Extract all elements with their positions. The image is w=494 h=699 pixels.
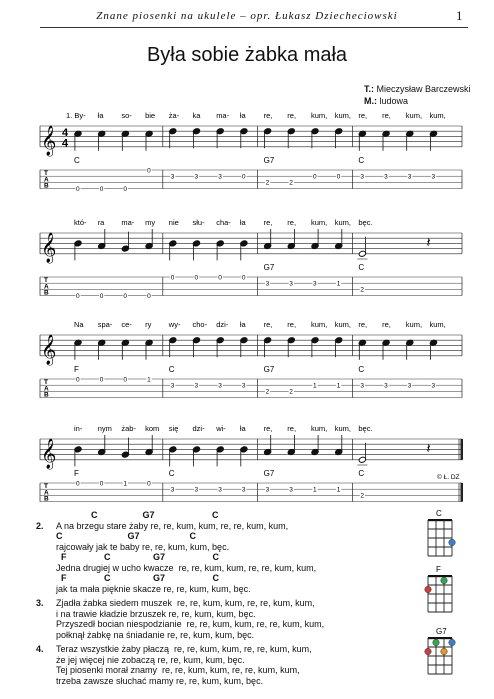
verse-number: 3. xyxy=(36,598,44,608)
copyright-mark: © Ł. DZ xyxy=(437,473,460,481)
lyric-syllable: dzi- xyxy=(216,320,229,329)
lyrics-credit-name: Mieczysław Barczewski xyxy=(376,84,471,94)
tab-fret-number: 1 xyxy=(313,486,317,494)
lyric-syllable: ła xyxy=(97,111,104,120)
header-text: Znane piosenki na ukulele – opr. Łukasz Dziecheciowski xyxy=(96,10,398,22)
tab-fret-number: 2 xyxy=(265,388,270,396)
lyric-syllable: Na xyxy=(74,320,84,329)
tab-fret-number: 1 xyxy=(336,382,341,390)
chord-diagram-finger-dot xyxy=(441,648,447,654)
tab-label: T xyxy=(44,379,48,386)
time-signature-bottom: 4 xyxy=(62,137,69,150)
treble-clef-icon: 𝄞 xyxy=(41,231,57,262)
chord-symbol: C xyxy=(168,364,175,374)
song-title: Była sobie żabka mała xyxy=(146,44,348,66)
tab-fret-number: 0 xyxy=(147,292,151,300)
lyric-syllable: bęc. xyxy=(358,424,373,433)
tab-fret-number: 3 xyxy=(194,486,199,494)
lyric-syllable: re, xyxy=(287,111,297,120)
verse-lyric-line: i na trawie kładzie brzuszek re, re, kum, kum, bęc. xyxy=(56,608,256,619)
treble-clef-icon: 𝄞 xyxy=(41,333,57,364)
lyric-syllable: dzi- xyxy=(192,424,205,433)
chord-symbol: C xyxy=(358,364,365,374)
chord-symbol: F xyxy=(74,364,79,374)
tab-label: A xyxy=(44,283,49,291)
tab-fret-number: 0 xyxy=(123,185,128,193)
lyric-syllable: re, xyxy=(263,424,273,433)
chord-diagram-nut xyxy=(428,575,452,577)
tab-fret-number: 3 xyxy=(289,280,293,288)
tab-fret-number: 3 xyxy=(170,173,175,181)
tab-fret-number: 3 xyxy=(431,173,436,181)
lyric-syllable: ła xyxy=(239,320,246,329)
tab-final-barline-thick xyxy=(461,483,464,502)
lyric-syllable: któ- xyxy=(74,218,87,227)
lyric-syllable: kum, xyxy=(311,218,328,227)
lyric-syllable: słu- xyxy=(192,218,205,227)
lyric-syllable: kum, xyxy=(405,111,423,120)
verse-chord-line: C G7 C xyxy=(56,510,219,520)
chord-diagram-finger-dot xyxy=(441,577,447,583)
lyric-syllable: kum, xyxy=(429,320,446,329)
lyric-syllable: re, xyxy=(358,320,368,329)
tab-fret-number: 2 xyxy=(289,179,293,187)
tab-fret-number: 0 xyxy=(99,480,104,488)
lyric-syllable: wy- xyxy=(168,320,181,329)
tab-fret-number: 0 xyxy=(99,376,104,384)
chord-diagram-name: C xyxy=(436,509,442,518)
tab-fret-number: 1 xyxy=(147,376,151,384)
time-signature-top: 4 xyxy=(62,127,69,139)
lyric-syllable: cha- xyxy=(216,218,231,227)
tab-fret-number: 0 xyxy=(241,173,246,181)
tab-fret-number: 3 xyxy=(241,486,246,494)
chord-symbol: G7 xyxy=(263,468,275,478)
tab-fret-number: 3 xyxy=(360,173,365,181)
lyric-syllable: re, xyxy=(263,320,273,329)
lyric-syllable: bęc. xyxy=(358,218,373,227)
chord-symbol: C xyxy=(358,468,365,478)
lyric-syllable: ża- xyxy=(168,111,180,120)
lyric-syllable: spa- xyxy=(97,320,113,329)
lyric-syllable: ła xyxy=(239,424,246,433)
lyric-syllable: re, xyxy=(358,111,368,120)
chord-symbol: G7 xyxy=(263,155,275,165)
lyric-syllable: żab- xyxy=(121,424,136,433)
verse-chord-line: F C G7 C xyxy=(56,573,220,583)
tab-fret-number: 0 xyxy=(194,274,199,282)
tab-fret-number: 0 xyxy=(76,292,80,300)
tab-fret-number: 3 xyxy=(218,382,222,390)
tab-fret-number: 0 xyxy=(241,274,246,282)
tab-fret-number: 2 xyxy=(360,492,365,500)
lyric-syllable: ma- xyxy=(121,218,135,227)
tab-label: T xyxy=(44,483,48,490)
lyric-syllable: wi- xyxy=(216,424,226,433)
quarter-rest-icon: 𝄽 xyxy=(426,440,431,456)
verse-lyric-line: Przyszedł bocian niespodzianie re, re, kum, kum, re, re, kum, kum, xyxy=(56,619,325,629)
tab-fret-number: 3 xyxy=(265,280,270,288)
verse-lyric-line: jak ta mała pięknie skacze re, re, kum, kum, bęc. xyxy=(56,583,251,594)
lyric-syllable: re, xyxy=(263,111,273,120)
tab-fret-number: 3 xyxy=(431,382,436,390)
tab-fret-number: 3 xyxy=(384,382,388,390)
lyric-syllable: re, xyxy=(287,424,297,433)
tab-fret-number: 0 xyxy=(76,480,80,488)
lyric-syllable: się xyxy=(168,424,179,433)
tab-label: A xyxy=(44,385,49,393)
lyric-syllable: ła xyxy=(239,111,246,120)
tab-fret-number: 3 xyxy=(170,486,175,494)
lyric-syllable: nie xyxy=(168,218,179,227)
lyric-syllable: kum, xyxy=(405,320,423,329)
tab-fret-number: 3 xyxy=(194,173,199,181)
tab-fret-number: 3 xyxy=(170,382,175,390)
verse xyxy=(36,598,430,640)
chord-diagram-finger-dot xyxy=(449,639,455,645)
tab-fret-number: 0 xyxy=(99,292,104,300)
chord-symbol: C xyxy=(74,155,80,165)
lyric-syllable: kum, xyxy=(311,424,328,433)
tab-fret-number: 0 xyxy=(123,376,128,384)
tab-fret-number: 0 xyxy=(170,274,175,282)
tab-label: B xyxy=(44,182,49,190)
tab-fret-number: 1 xyxy=(336,486,341,494)
tab-fret-number: 2 xyxy=(289,388,293,396)
lyric-syllable: in- xyxy=(74,424,83,433)
tab-fret-number: 0 xyxy=(336,173,341,181)
chord-symbol: G7 xyxy=(263,364,275,374)
lyric-syllable: nym xyxy=(97,424,112,433)
lyric-syllable: ry xyxy=(145,320,152,329)
lyric-syllable: kum, xyxy=(311,320,328,329)
lyric-syllable: re, xyxy=(382,320,391,329)
lyric-syllable: re, xyxy=(382,111,391,120)
lyric-syllable: ce- xyxy=(121,320,132,329)
verse-chord-line: F C G7 C xyxy=(56,552,220,562)
tab-label: A xyxy=(44,489,49,497)
tab-fret-number: 0 xyxy=(218,274,222,282)
tab-fret-number: 3 xyxy=(194,382,199,390)
tab-fret-number: 3 xyxy=(218,486,222,494)
lyric-syllable: ka xyxy=(192,111,201,120)
tab-label: B xyxy=(44,289,49,297)
lyric-syllable: kum, xyxy=(334,111,351,120)
verse-number: 2. xyxy=(36,520,44,531)
tab-fret-number: 2 xyxy=(265,179,270,187)
verse-lyric-line: Tej piosenki morał znamy re, re, kum, kum, re, re, kum, kum, xyxy=(56,665,300,675)
lyric-syllable: kum, xyxy=(334,320,351,329)
verse-number: 4. xyxy=(36,644,44,654)
chord-diagram-name: G7 xyxy=(436,627,447,636)
lyric-syllable: kum, xyxy=(334,424,351,433)
verse xyxy=(40,510,430,521)
tab-fret-number: 0 xyxy=(76,185,80,193)
page-number: 1 xyxy=(456,8,463,23)
chord-diagram-finger-dot xyxy=(433,639,439,645)
verse xyxy=(36,520,430,595)
tab-fret-number: 2 xyxy=(360,286,365,294)
tab-label: T xyxy=(44,170,48,177)
tab-fret-number: 3 xyxy=(241,382,246,390)
tab-fret-number: 1 xyxy=(313,382,317,390)
tab-fret-number: 1 xyxy=(336,280,341,288)
lyric-syllable: ma- xyxy=(216,111,230,120)
tab-fret-number: 1 xyxy=(123,480,128,488)
treble-clef-icon: 𝄞 xyxy=(41,124,57,155)
lyric-syllable: bie xyxy=(145,111,156,120)
lyric-syllable: my xyxy=(145,218,156,227)
tab-label: B xyxy=(44,495,49,503)
tab-fret-number: 0 xyxy=(76,376,80,384)
chord-symbol: C xyxy=(358,155,365,165)
verse-lyric-line: Jedna drugiej w ucho kwacze re, re, kum, kum, re, re, kum, kum, xyxy=(56,562,317,573)
tab-fret-number: 0 xyxy=(147,167,151,175)
lyric-syllable: re, xyxy=(287,320,297,329)
tab-fret-number: 3 xyxy=(265,486,270,494)
verse-lyric-line: rajcowały jak te baby re, re, kum, kum, bęc. xyxy=(56,541,230,552)
tab-fret-number: 0 xyxy=(123,292,128,300)
tab-fret-number: 0 xyxy=(99,185,104,193)
lyric-syllable: cho- xyxy=(192,320,208,329)
lyric-syllable: kum, xyxy=(429,111,446,120)
tab-label: A xyxy=(44,176,49,184)
verse xyxy=(36,644,430,686)
lyric-syllable: kum, xyxy=(311,111,328,120)
verse-lyric-line: trzeba zawsze słuchać mamy re, re, kum, kum, bęc. xyxy=(56,675,264,686)
verse-lyric-line: Zjadła żabka siedem muszek re, re, kum, kum, re, re, kum, kum, xyxy=(56,598,315,608)
lyric-syllable: so- xyxy=(121,111,132,120)
lyric-syllable: ła xyxy=(239,218,246,227)
verse-lyric-line: połknął żabkę na śniadanie re, re, kum, kum, bęc. xyxy=(56,629,255,640)
chord-symbol: F xyxy=(74,468,79,478)
tab-fret-number: 0 xyxy=(313,173,317,181)
lyric-syllable: ra xyxy=(97,218,105,227)
tab-fret-number: 3 xyxy=(289,486,293,494)
quarter-rest-icon: 𝄽 xyxy=(426,234,431,250)
music-credit-name: ludowa xyxy=(379,96,409,106)
chord-symbol: C xyxy=(358,262,365,272)
final-barline-thick xyxy=(461,439,464,460)
chord-diagram-nut xyxy=(428,519,452,521)
verses-block xyxy=(36,510,430,690)
tab-fret-number: 3 xyxy=(407,173,412,181)
lyric-syllable: re, xyxy=(263,218,273,227)
lyrics-credit-label: T.: xyxy=(364,84,374,94)
lyric-syllable: kum, xyxy=(334,218,351,227)
verse-lyric-line: Teraz wszystkie żaby płaczą re, re, kum, kum, re, re, kum, kum, xyxy=(56,644,312,654)
lyric-syllable: 1. By- xyxy=(66,111,86,120)
tab-fret-number: 0 xyxy=(147,480,151,488)
tab-fret-number: 3 xyxy=(313,280,317,288)
tab-label: B xyxy=(44,391,49,399)
verse-lyric-line: A na brzegu stare żaby re, re, kum, kum, re, re, kum, kum, xyxy=(56,520,289,531)
tab-fret-number: 3 xyxy=(360,382,365,390)
chord-diagram-name: F xyxy=(436,565,441,574)
chord-diagram-finger-dot xyxy=(449,539,455,545)
chord-symbol: C xyxy=(168,468,175,478)
tab-label: T xyxy=(44,277,48,284)
chord-symbol: G7 xyxy=(263,262,275,272)
verse-lyric-line: że jej więcej nie zobaczą re, re, kum, kum, bęc. xyxy=(56,654,245,665)
tab-fret-number: 3 xyxy=(384,173,388,181)
treble-clef-icon: 𝄞 xyxy=(41,437,57,468)
lyric-syllable: kom xyxy=(145,424,160,433)
tab-fret-number: 3 xyxy=(407,382,412,390)
music-credit-label: M.: xyxy=(364,96,377,106)
lyric-syllable: re, xyxy=(287,218,297,227)
verse-chord-line: C G7 C xyxy=(56,531,197,541)
chord-diagram-nut xyxy=(428,637,452,639)
tab-fret-number: 3 xyxy=(218,173,222,181)
